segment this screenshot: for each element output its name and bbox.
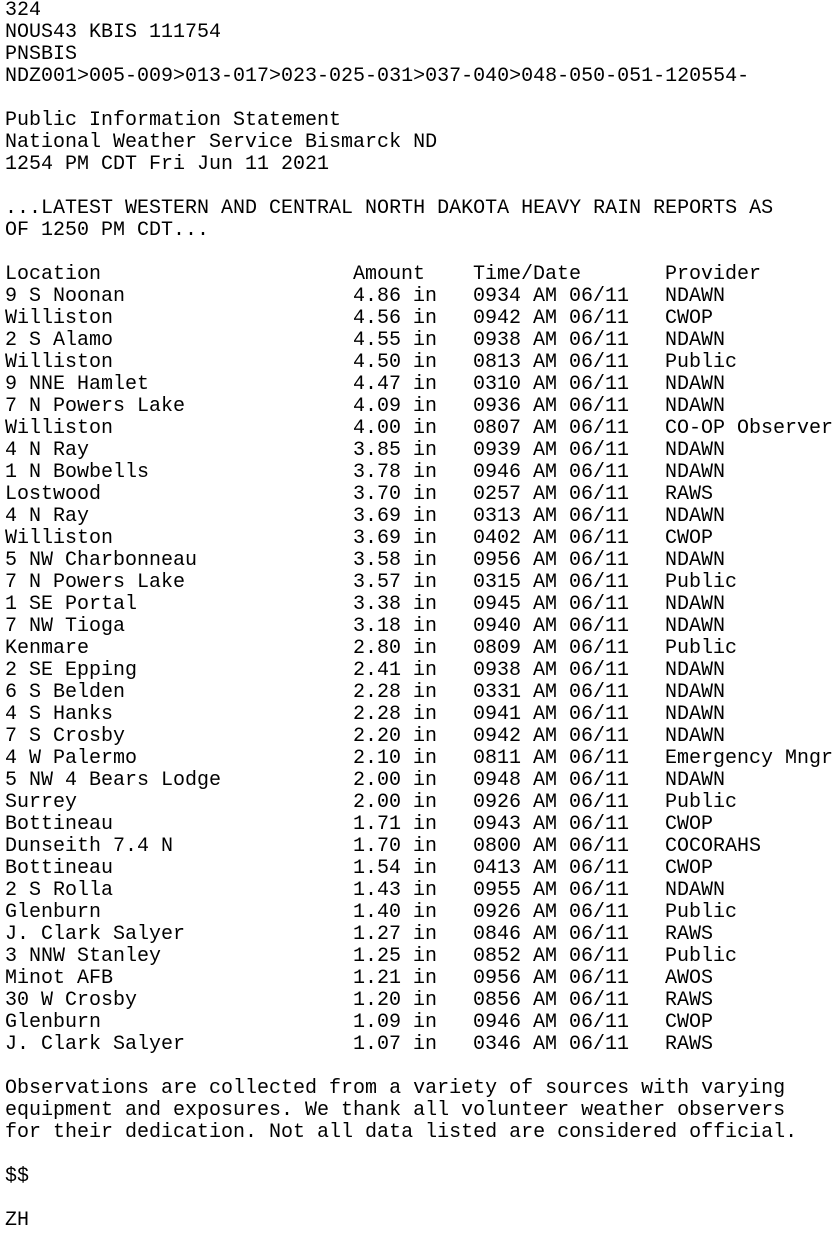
cell-amount: 1.09 in bbox=[353, 1011, 438, 1034]
table-row bbox=[5, 660, 837, 682]
table-row bbox=[5, 946, 837, 968]
cell-location: 4 N Ray bbox=[5, 439, 90, 462]
table-row bbox=[5, 440, 837, 462]
cell-location: J. Clark Salyer bbox=[5, 1033, 186, 1056]
column-header-time-date: Time/Date bbox=[473, 263, 582, 286]
cell-time-date: 0807 AM 06/11 bbox=[473, 417, 630, 440]
cell-location: Surrey bbox=[5, 791, 78, 814]
spacer bbox=[5, 1188, 837, 1210]
cell-location: 7 N Powers Lake bbox=[5, 395, 186, 418]
table-row bbox=[5, 726, 837, 748]
issue-time: 1254 PM CDT Fri Jun 11 2021 bbox=[5, 153, 330, 176]
cell-amount: 4.09 in bbox=[353, 395, 438, 418]
cell-time-date: 0938 AM 06/11 bbox=[473, 329, 630, 352]
table-row bbox=[5, 1034, 837, 1056]
cell-provider: AWOS bbox=[665, 967, 714, 990]
cell-location: 9 NNE Hamlet bbox=[5, 373, 150, 396]
cell-amount: 1.40 in bbox=[353, 901, 438, 924]
cell-provider: Public bbox=[665, 637, 738, 660]
cell-provider: RAWS bbox=[665, 989, 714, 1012]
cell-time-date: 0346 AM 06/11 bbox=[473, 1033, 630, 1056]
cell-time-date: 0956 AM 06/11 bbox=[473, 967, 630, 990]
cell-time-date: 0809 AM 06/11 bbox=[473, 637, 630, 660]
cell-provider: Public bbox=[665, 901, 738, 924]
table-row bbox=[5, 770, 837, 792]
table-row bbox=[5, 330, 837, 352]
cell-amount: 3.78 in bbox=[353, 461, 438, 484]
cell-location: 6 S Belden bbox=[5, 681, 126, 704]
cell-provider: NDAWN bbox=[665, 593, 726, 616]
cell-provider: NDAWN bbox=[665, 681, 726, 704]
cell-provider: NDAWN bbox=[665, 285, 726, 308]
cell-time-date: 0402 AM 06/11 bbox=[473, 527, 630, 550]
cell-amount: 1.70 in bbox=[353, 835, 438, 858]
cell-provider: NDAWN bbox=[665, 769, 726, 792]
cell-amount: 4.56 in bbox=[353, 307, 438, 330]
cell-amount: 2.41 in bbox=[353, 659, 438, 682]
cell-time-date: 0856 AM 06/11 bbox=[473, 989, 630, 1012]
cell-time-date: 0310 AM 06/11 bbox=[473, 373, 630, 396]
cell-time-date: 0315 AM 06/11 bbox=[473, 571, 630, 594]
cell-provider: NDAWN bbox=[665, 549, 726, 572]
cell-amount: 1.54 in bbox=[353, 857, 438, 880]
cell-provider: NDAWN bbox=[665, 439, 726, 462]
table-row bbox=[5, 594, 837, 616]
cell-provider: CWOP bbox=[665, 813, 714, 836]
table-row bbox=[5, 616, 837, 638]
cell-provider: Public bbox=[665, 571, 738, 594]
table-row bbox=[5, 528, 837, 550]
cell-provider: NDAWN bbox=[665, 659, 726, 682]
cell-amount: 3.85 in bbox=[353, 439, 438, 462]
cell-provider: NDAWN bbox=[665, 505, 726, 528]
cell-time-date: 0413 AM 06/11 bbox=[473, 857, 630, 880]
cell-amount: 2.28 in bbox=[353, 681, 438, 704]
spacer bbox=[5, 88, 837, 110]
table-row bbox=[5, 418, 837, 440]
issuing-office: National Weather Service Bismarck ND bbox=[5, 131, 438, 154]
column-header-amount: Amount bbox=[353, 263, 426, 286]
cell-amount: 1.43 in bbox=[353, 879, 438, 902]
cell-location: Bottineau bbox=[5, 857, 114, 880]
cell-amount: 3.70 in bbox=[353, 483, 438, 506]
cell-amount: 4.00 in bbox=[353, 417, 438, 440]
cell-amount: 3.69 in bbox=[353, 527, 438, 550]
footer-note-line-1: Observations are collected from a variety of sources with varying bbox=[5, 1077, 786, 1100]
table-row bbox=[5, 638, 837, 660]
cell-time-date: 0942 AM 06/11 bbox=[473, 725, 630, 748]
cell-location: 7 S Crosby bbox=[5, 725, 126, 748]
spacer bbox=[5, 1144, 837, 1166]
cell-location: Glenburn bbox=[5, 1011, 102, 1034]
end-marker: $$ bbox=[5, 1165, 30, 1188]
cell-location: 4 N Ray bbox=[5, 505, 90, 528]
cell-time-date: 0926 AM 06/11 bbox=[473, 901, 630, 924]
cell-amount: 1.27 in bbox=[353, 923, 438, 946]
spacer bbox=[5, 1056, 837, 1078]
cell-time-date: 0934 AM 06/11 bbox=[473, 285, 630, 308]
cell-location: 5 NW 4 Bears Lodge bbox=[5, 769, 222, 792]
cell-location: Kenmare bbox=[5, 637, 90, 660]
table-row bbox=[5, 836, 837, 858]
sequence-number: 324 bbox=[5, 0, 42, 22]
cell-location: Lostwood bbox=[5, 483, 102, 506]
cell-amount: 3.57 in bbox=[353, 571, 438, 594]
statement-title: Public Information Statement bbox=[5, 109, 342, 132]
cell-time-date: 0948 AM 06/11 bbox=[473, 769, 630, 792]
cell-location: 1 N Bowbells bbox=[5, 461, 150, 484]
table-row bbox=[5, 462, 837, 484]
table-row bbox=[5, 902, 837, 924]
cell-provider: Public bbox=[665, 791, 738, 814]
table-row bbox=[5, 308, 837, 330]
cell-location: 2 S Alamo bbox=[5, 329, 114, 352]
table-row bbox=[5, 704, 837, 726]
cell-provider: COCORAHS bbox=[665, 835, 762, 858]
cell-time-date: 0942 AM 06/11 bbox=[473, 307, 630, 330]
cell-location: 2 S Rolla bbox=[5, 879, 114, 902]
cell-time-date: 0926 AM 06/11 bbox=[473, 791, 630, 814]
cell-location: 4 W Palermo bbox=[5, 747, 138, 770]
cell-provider: RAWS bbox=[665, 483, 714, 506]
wmo-header: NOUS43 KBIS 111754 bbox=[5, 21, 222, 44]
cell-provider: CWOP bbox=[665, 1011, 714, 1034]
cell-time-date: 0331 AM 06/11 bbox=[473, 681, 630, 704]
table-row bbox=[5, 748, 837, 770]
cell-provider: RAWS bbox=[665, 1033, 714, 1056]
table-row bbox=[5, 352, 837, 374]
table-row bbox=[5, 792, 837, 814]
cell-provider: Emergency Mngr bbox=[665, 747, 834, 770]
cell-provider: NDAWN bbox=[665, 879, 726, 902]
table-row bbox=[5, 1012, 837, 1034]
table-row bbox=[5, 814, 837, 836]
cell-provider: Public bbox=[665, 351, 738, 374]
cell-provider: CWOP bbox=[665, 307, 714, 330]
table-row bbox=[5, 682, 837, 704]
cell-time-date: 0800 AM 06/11 bbox=[473, 835, 630, 858]
cell-location: Glenburn bbox=[5, 901, 102, 924]
cell-amount: 1.71 in bbox=[353, 813, 438, 836]
cell-amount: 1.25 in bbox=[353, 945, 438, 968]
cell-amount: 1.20 in bbox=[353, 989, 438, 1012]
cell-location: 3 NNW Stanley bbox=[5, 945, 162, 968]
table-row bbox=[5, 396, 837, 418]
table-row bbox=[5, 550, 837, 572]
cell-amount: 2.00 in bbox=[353, 791, 438, 814]
cell-amount: 2.10 in bbox=[353, 747, 438, 770]
cell-location: Minot AFB bbox=[5, 967, 114, 990]
cell-time-date: 0943 AM 06/11 bbox=[473, 813, 630, 836]
column-header-location: Location bbox=[5, 263, 102, 286]
cell-provider: CO-OP Observer bbox=[665, 417, 834, 440]
cell-location: Williston bbox=[5, 527, 114, 550]
cell-amount: 2.80 in bbox=[353, 637, 438, 660]
cell-amount: 3.18 in bbox=[353, 615, 438, 638]
cell-amount: 4.86 in bbox=[353, 285, 438, 308]
cell-time-date: 0846 AM 06/11 bbox=[473, 923, 630, 946]
cell-time-date: 0811 AM 06/11 bbox=[473, 747, 630, 770]
cell-location: 7 NW Tioga bbox=[5, 615, 126, 638]
cell-time-date: 0852 AM 06/11 bbox=[473, 945, 630, 968]
cell-provider: NDAWN bbox=[665, 615, 726, 638]
cell-location: 5 NW Charbonneau bbox=[5, 549, 198, 572]
cell-location: Dunseith 7.4 N bbox=[5, 835, 174, 858]
spacer bbox=[5, 176, 837, 198]
cell-time-date: 0956 AM 06/11 bbox=[473, 549, 630, 572]
forecaster-initials: ZH bbox=[5, 1209, 30, 1232]
cell-time-date: 0938 AM 06/11 bbox=[473, 659, 630, 682]
cell-time-date: 0936 AM 06/11 bbox=[473, 395, 630, 418]
rain-reports-table bbox=[5, 286, 837, 1056]
spacer bbox=[5, 242, 837, 264]
cell-amount: 1.07 in bbox=[353, 1033, 438, 1056]
table-row bbox=[5, 880, 837, 902]
cell-amount: 2.28 in bbox=[353, 703, 438, 726]
cell-time-date: 0941 AM 06/11 bbox=[473, 703, 630, 726]
cell-time-date: 0313 AM 06/11 bbox=[473, 505, 630, 528]
cell-provider: NDAWN bbox=[665, 703, 726, 726]
cell-amount: 4.47 in bbox=[353, 373, 438, 396]
headline-line-1: ...LATEST WESTERN AND CENTRAL NORTH DAKOTA HEAVY RAIN REPORTS AS bbox=[5, 197, 774, 220]
cell-provider: CWOP bbox=[665, 857, 714, 880]
cell-provider: Public bbox=[665, 945, 738, 968]
cell-location: J. Clark Salyer bbox=[5, 923, 186, 946]
cell-time-date: 0257 AM 06/11 bbox=[473, 483, 630, 506]
cell-time-date: 0955 AM 06/11 bbox=[473, 879, 630, 902]
table-row bbox=[5, 286, 837, 308]
cell-provider: NDAWN bbox=[665, 461, 726, 484]
cell-location: 4 S Hanks bbox=[5, 703, 114, 726]
cell-location: 2 SE Epping bbox=[5, 659, 138, 682]
cell-time-date: 0945 AM 06/11 bbox=[473, 593, 630, 616]
cell-amount: 3.58 in bbox=[353, 549, 438, 572]
cell-provider: NDAWN bbox=[665, 725, 726, 748]
table-row bbox=[5, 990, 837, 1012]
cell-amount: 4.50 in bbox=[353, 351, 438, 374]
cell-amount: 4.55 in bbox=[353, 329, 438, 352]
cell-provider: NDAWN bbox=[665, 395, 726, 418]
footer-note-line-3: for their dedication. Not all data listed are considered official. bbox=[5, 1121, 798, 1144]
footer-note-line-2: equipment and exposures. We thank all volunteer weather observers bbox=[5, 1099, 786, 1122]
table-row bbox=[5, 968, 837, 990]
cell-location: 7 N Powers Lake bbox=[5, 571, 186, 594]
cell-location: 1 SE Portal bbox=[5, 593, 138, 616]
cell-location: Williston bbox=[5, 417, 114, 440]
awips-id: PNSBIS bbox=[5, 43, 78, 66]
table-row bbox=[5, 484, 837, 506]
cell-location: Williston bbox=[5, 307, 114, 330]
headline-line-2: OF 1250 PM CDT... bbox=[5, 219, 210, 242]
zone-codes: NDZ001>005-009>013-017>023-025-031>037-040>048-050-051-120554- bbox=[5, 65, 750, 88]
table-row bbox=[5, 572, 837, 594]
table-row bbox=[5, 506, 837, 528]
column-header-provider: Provider bbox=[665, 263, 762, 286]
table-row bbox=[5, 858, 837, 880]
cell-location: 9 S Noonan bbox=[5, 285, 126, 308]
cell-provider: CWOP bbox=[665, 527, 714, 550]
cell-amount: 2.20 in bbox=[353, 725, 438, 748]
cell-provider: NDAWN bbox=[665, 373, 726, 396]
cell-provider: RAWS bbox=[665, 923, 714, 946]
cell-time-date: 0940 AM 06/11 bbox=[473, 615, 630, 638]
cell-amount: 3.38 in bbox=[353, 593, 438, 616]
table-row bbox=[5, 374, 837, 396]
cell-location: Williston bbox=[5, 351, 114, 374]
cell-amount: 1.21 in bbox=[353, 967, 438, 990]
cell-amount: 2.00 in bbox=[353, 769, 438, 792]
cell-time-date: 0946 AM 06/11 bbox=[473, 461, 630, 484]
cell-location: Bottineau bbox=[5, 813, 114, 836]
cell-location: 30 W Crosby bbox=[5, 989, 138, 1012]
table-header bbox=[5, 264, 837, 286]
cell-time-date: 0939 AM 06/11 bbox=[473, 439, 630, 462]
cell-time-date: 0813 AM 06/11 bbox=[473, 351, 630, 374]
table-row bbox=[5, 924, 837, 946]
cell-provider: NDAWN bbox=[665, 329, 726, 352]
cell-amount: 3.69 in bbox=[353, 505, 438, 528]
cell-time-date: 0946 AM 06/11 bbox=[473, 1011, 630, 1034]
